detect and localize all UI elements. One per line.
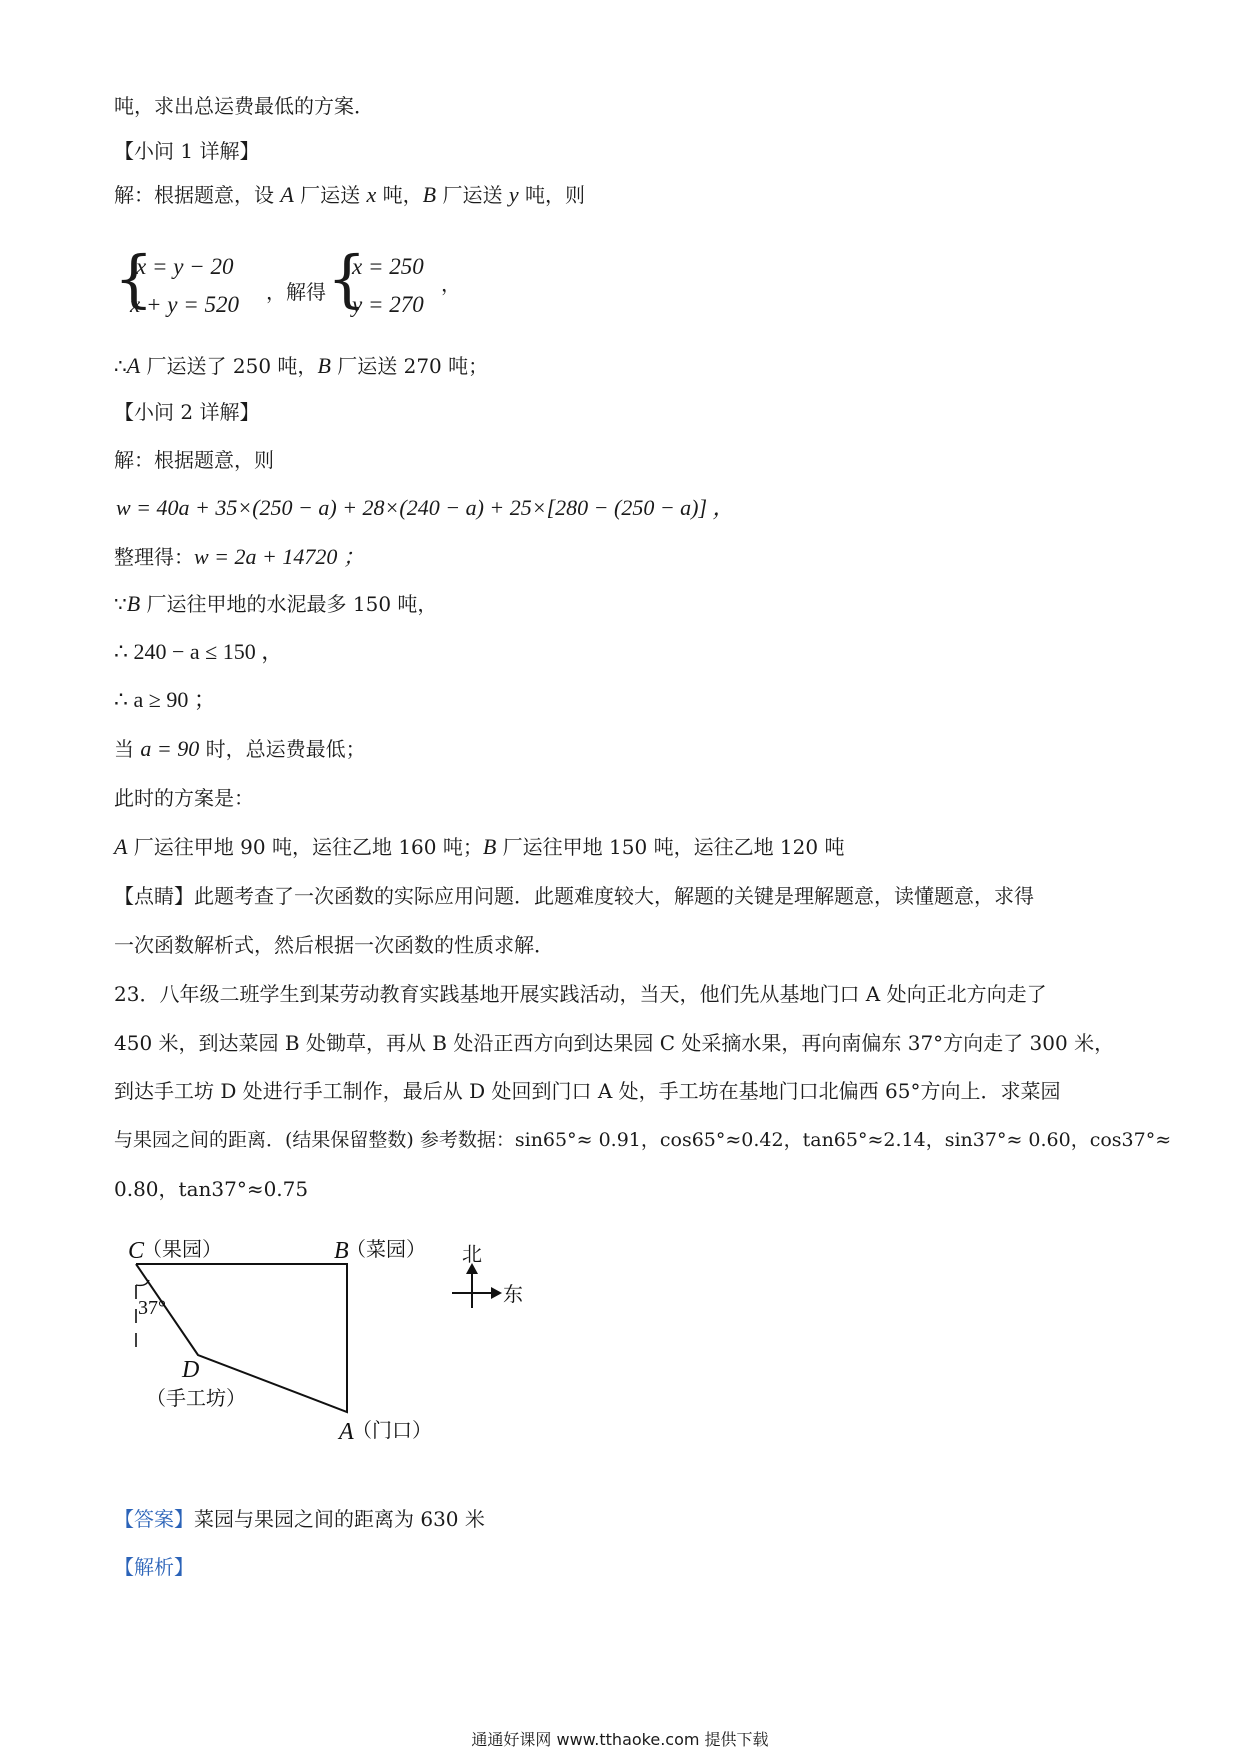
- text-line: [114, 92, 374, 120]
- vertex-c-name: （果园）: [142, 1237, 222, 1261]
- var: A: [126, 353, 141, 378]
- var: y: [508, 182, 519, 207]
- vertex-a-label: A: [339, 1419, 354, 1445]
- equation: y = 270: [352, 292, 424, 317]
- text: 0.80，tan37°≈0.75: [114, 1177, 309, 1201]
- text: 当: [114, 737, 141, 761]
- text: 450 米，到达菜园 B 处锄草，再从 B 处沿正西方向到达果园 C 处采摘水果，再向南偏东 37°方向走了 300 米，: [114, 1031, 1115, 1055]
- text-line: [114, 833, 844, 861]
- vertex-b-label: B: [334, 1238, 349, 1264]
- text: 解：根据题意，则: [114, 448, 274, 472]
- compass-east-label: 东: [503, 1282, 523, 1306]
- equation: [114, 686, 216, 714]
- question-line: [114, 1175, 308, 1203]
- equation: x = 250: [352, 254, 424, 279]
- var: B: [317, 353, 331, 378]
- answer-tag: 【答案】: [114, 1507, 194, 1531]
- analysis-tag: 【解析】: [114, 1555, 194, 1579]
- question-line: [114, 1126, 1171, 1154]
- text: 厂运送: [436, 183, 509, 207]
- angle-label: 37°: [138, 1297, 166, 1319]
- var: x: [366, 182, 377, 207]
- text-line: [114, 784, 254, 812]
- section-heading: [114, 398, 259, 426]
- text: 一次函数解析式，然后根据一次函数的性质求解．: [114, 933, 554, 957]
- vertex-d-label: D: [182, 1357, 200, 1383]
- text: 厂运送: [293, 183, 367, 207]
- text-line: [114, 590, 437, 618]
- vertex-b-name: （菜园）: [346, 1237, 426, 1261]
- text: 【点睛】此题考查了一次函数的实际应用问题．此题难度较大，解题的关键是理解题意，读懂题意，求得: [114, 884, 1034, 908]
- text-line: [114, 735, 366, 763]
- compass-icon: [452, 1242, 523, 1308]
- vertex-c-label: C: [128, 1238, 145, 1264]
- equation: w = 2a + 14720 ；: [194, 544, 365, 569]
- text: ∴ 240 − a ≤ 150 ，: [114, 639, 284, 664]
- brace: {: [327, 242, 367, 315]
- text-line: [114, 181, 585, 209]
- equation: [116, 494, 735, 522]
- section-heading: [114, 137, 259, 165]
- text: 吨，: [376, 183, 423, 207]
- text: 【小问 2 详解】: [114, 400, 260, 424]
- answer-text: 菜园与果园之间的距离为 630 米: [194, 1507, 485, 1531]
- question-line: [114, 1029, 1114, 1057]
- equation: x + y = 520: [130, 292, 239, 317]
- text: ，: [441, 272, 461, 296]
- text: 吨，求出总运费最低的方案．: [114, 94, 374, 118]
- text: ∴: [114, 354, 127, 378]
- text: 整理得：: [114, 545, 194, 569]
- comment-line: [114, 931, 554, 959]
- var: A: [280, 182, 294, 207]
- text: 23．八年级二班学生到某劳动教育实践基地开展实践活动，当天，他们先从基地门口 A 处向正北方向走了: [114, 982, 1047, 1006]
- text: 时，总运费最低；: [199, 737, 366, 761]
- equation: a = 90: [140, 736, 200, 761]
- text: 解：根据题意，设: [114, 183, 281, 207]
- text: 【小问 1 详解】: [114, 139, 260, 163]
- text-line: [114, 543, 365, 571]
- comment-line: [114, 882, 1034, 910]
- text: 此时的方案是：: [114, 786, 254, 810]
- geometry-figure: [120, 1225, 540, 1445]
- question-line: [114, 1077, 1060, 1105]
- text: w = 40a + 35×(250 − a) + 28×(240 − a) + 25×[280 − (250 − a)] ，: [116, 495, 735, 520]
- text: ，解得: [266, 280, 326, 304]
- compass-north-label: 北: [462, 1242, 482, 1266]
- text: 吨，则: [518, 183, 585, 207]
- text-line: [114, 352, 488, 380]
- question-line: [114, 980, 1047, 1008]
- text: 与果园之间的距离．(结果保留整数) 参考数据：sin65°≈ 0.91，cos65°≈0.42，tan65°≈2.14，sin37°≈ 0.60，cos37°≈: [114, 1129, 1172, 1151]
- footer-text: 通通好课网 www.tthaoke.com 提供下载: [471, 1730, 769, 1749]
- var: B: [126, 591, 141, 616]
- text: 厂运送 270 吨；: [330, 354, 489, 378]
- answer-line: [114, 1505, 485, 1533]
- text: 厂运往甲地 90 吨，运往乙地 160 吨；: [127, 835, 483, 859]
- vertex-d-name: （手工坊）: [146, 1386, 246, 1410]
- var: B: [482, 834, 497, 859]
- var: B: [422, 182, 437, 207]
- vertex-a-name: （门口）: [352, 1418, 432, 1442]
- text: 厂运往甲地 150 吨，运往乙地 120 吨: [496, 835, 845, 859]
- text: ∴ a ≥ 90 ；: [114, 687, 216, 712]
- equation: [114, 638, 283, 666]
- text: 到达手工坊 D 处进行手工制作，最后从 D 处回到门口 A 处，手工坊在基地门口北偏西 65°方向上．求菜园: [114, 1079, 1061, 1103]
- text: 厂运送了 250 吨，: [140, 354, 318, 378]
- analysis-heading: [114, 1553, 194, 1581]
- text: ∵: [114, 592, 127, 616]
- text-line: [114, 446, 274, 474]
- brace: {: [114, 242, 154, 315]
- text: 厂运往甲地的水泥最多 150 吨，: [140, 592, 438, 616]
- page-footer: [0, 1727, 1240, 1750]
- equation: x = y − 20: [136, 254, 234, 279]
- var: A: [114, 834, 128, 859]
